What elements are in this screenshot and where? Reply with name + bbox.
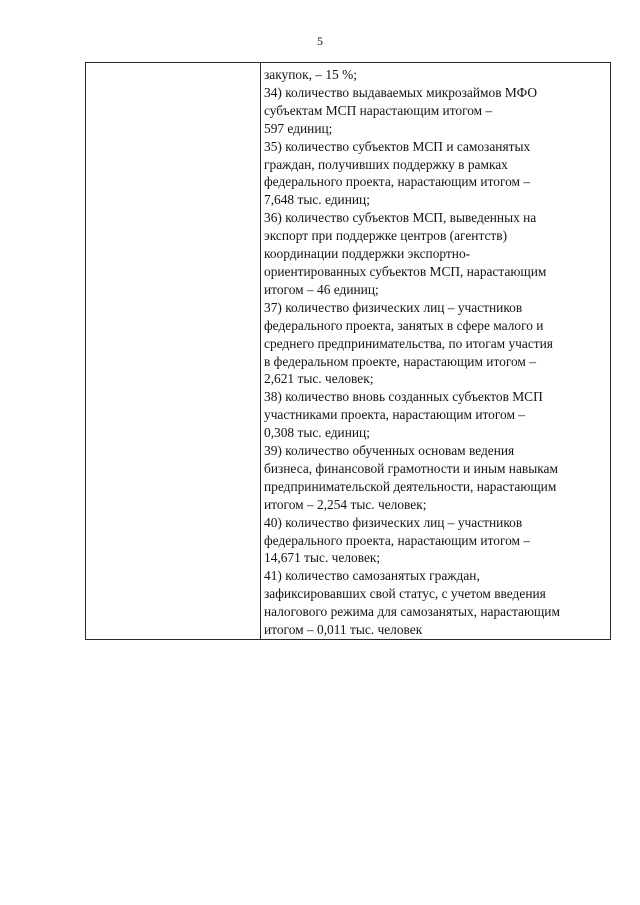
- text-line: итогом – 0,011 тыс. человек: [264, 622, 423, 638]
- text-line: итогом – 46 единиц;: [264, 281, 379, 297]
- text-line: федерального проекта, нарастающим итогом –: [264, 174, 531, 190]
- text-line: 7,648 тыс. единиц;: [264, 192, 370, 208]
- text-line: федерального проекта, занятых в сфере малого и: [264, 317, 544, 333]
- text-line: 0,308 тыс. единиц;: [264, 425, 370, 441]
- text-line: зафиксировавших свой статус, с учетом введения: [264, 586, 546, 602]
- text-line: 36) количество субъектов МСП, выведенных на: [264, 210, 537, 226]
- text-line: 34) количество выдаваемых микрозаймов МФО: [264, 84, 538, 100]
- text-line: 14,671 тыс. человек;: [264, 550, 381, 566]
- indicators-text: [261, 63, 610, 639]
- text-line: итогом – 2,254 тыс. человек;: [264, 496, 427, 512]
- text-line: закупок, – 15 %;: [264, 67, 357, 82]
- table-cell-indicators: [261, 63, 611, 640]
- text-line: 41) количество самозанятых граждан,: [264, 568, 480, 584]
- text-line: координации поддержки экспортно-: [264, 246, 471, 262]
- text-line: 35) количество субъектов МСП и самозанятых: [264, 138, 531, 154]
- text-line: субъектам МСП нарастающим итогом –: [264, 102, 493, 118]
- text-line: ориентированных субъектов МСП, нарастающим: [264, 263, 547, 279]
- text-line: 39) количество обученных основам ведения: [264, 443, 515, 459]
- text-line: 597 единиц;: [264, 120, 333, 136]
- text-line: 37) количество физических лиц – участников: [264, 299, 523, 315]
- table-cell-empty: [86, 63, 261, 640]
- text-line: налогового режима для самозанятых, нарастающим: [264, 604, 560, 620]
- text-line: участниками проекта, нарастающим итогом –: [264, 407, 525, 423]
- text-line: федерального проекта, нарастающим итогом –: [264, 532, 531, 548]
- table-row: [86, 63, 611, 640]
- text-line: среднего предпринимательства, по итогам участия: [264, 335, 553, 351]
- text-line: граждан, получивших поддержку в рамках: [264, 156, 508, 172]
- text-line: 40) количество физических лиц – участников: [264, 514, 523, 530]
- text-line: бизнеса, финансовой грамотности и иным навыкам: [264, 460, 558, 476]
- page-number: 5: [317, 34, 323, 48]
- indicators-table: [85, 62, 611, 640]
- text-line: 2,621 тыс. человек;: [264, 371, 374, 387]
- text-line: предпринимательской деятельности, нарастающим: [264, 478, 557, 494]
- text-line: в федеральном проекте, нарастающим итогом –: [264, 353, 536, 369]
- text-line: 38) количество вновь созданных субъектов МСП: [264, 389, 543, 405]
- text-line: экспорт при поддержке центров (агентств): [264, 228, 508, 244]
